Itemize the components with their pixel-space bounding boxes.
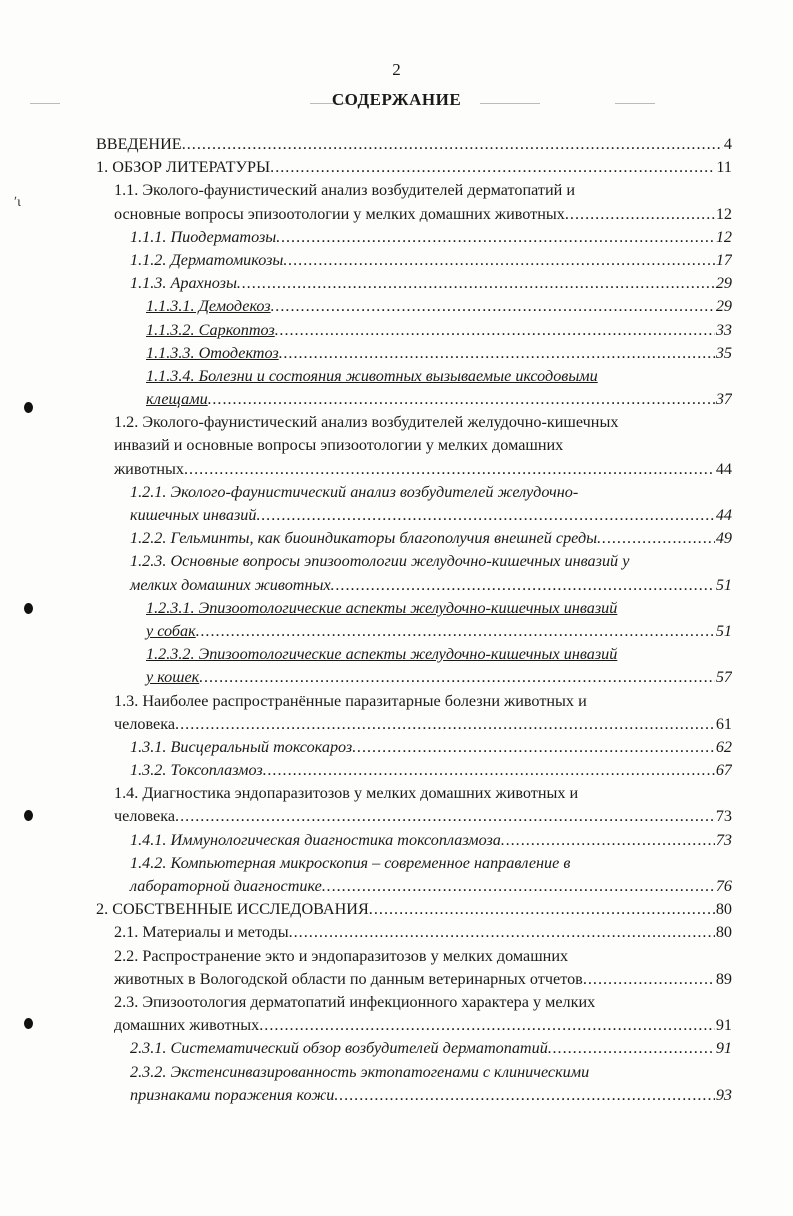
toc-entry-title: человека bbox=[114, 807, 176, 826]
toc-entry-title: 1.4.1. Иммунологическая диагностика токсоплазмоза bbox=[130, 830, 501, 849]
toc-entry bbox=[96, 413, 732, 483]
toc-entry-title: 1.1.3. Арахнозы bbox=[130, 274, 237, 293]
toc-page-number: 91 bbox=[715, 1039, 732, 1058]
toc-leader-dots bbox=[208, 390, 715, 409]
page-title: СОДЕРЖАНИЕ bbox=[331, 90, 462, 109]
toc-line bbox=[96, 297, 732, 320]
toc-leader-dots bbox=[322, 877, 715, 896]
toc-entry-title: 1.1.3.2. Саркоптоз bbox=[146, 320, 275, 339]
toc-entry-title: человека bbox=[114, 714, 176, 733]
toc-line bbox=[96, 181, 732, 204]
toc-leader-dots bbox=[331, 576, 715, 595]
toc-leader-dots bbox=[175, 807, 715, 826]
toc-entry bbox=[96, 947, 732, 993]
toc-leader-dots bbox=[289, 923, 715, 942]
toc-entry-title: 2.3. Эпизоотология дерматопатий инфекционного характера у мелких bbox=[114, 992, 596, 1011]
toc-leader-dots bbox=[334, 1086, 714, 1105]
toc-leader-dots bbox=[276, 228, 715, 247]
toc-line bbox=[96, 761, 732, 784]
toc-leader-dots bbox=[597, 529, 715, 548]
toc-leader-dots bbox=[369, 900, 715, 919]
toc-line bbox=[96, 970, 732, 993]
toc-leader-dots bbox=[271, 297, 715, 316]
toc-entry-title: ВВЕДЕНИЕ bbox=[96, 135, 182, 153]
toc-page-number: 12 bbox=[715, 204, 732, 223]
toc-page-number: 51 bbox=[715, 621, 732, 640]
page-number: 2 bbox=[392, 60, 401, 79]
toc-entry-title: 1.3.1. Висцеральный токсокароз bbox=[130, 737, 353, 756]
toc-line bbox=[96, 877, 732, 900]
toc-line bbox=[96, 738, 732, 761]
toc-line bbox=[96, 460, 732, 483]
toc-entry bbox=[96, 228, 732, 251]
toc-entry-title: 1.1.1. Пиодерматозы bbox=[130, 227, 277, 246]
toc-line bbox=[96, 1063, 732, 1086]
toc-line bbox=[96, 900, 732, 923]
toc-line bbox=[96, 599, 732, 622]
toc-line bbox=[96, 1039, 732, 1062]
toc-entry-title: животных в Вологодской области по данным ветеринарных отчетов bbox=[114, 969, 583, 988]
toc-line bbox=[96, 390, 732, 413]
toc-line bbox=[96, 715, 732, 738]
toc-leader-dots bbox=[196, 622, 715, 641]
toc-entry-title: 1.3.2. Токсоплазмоз bbox=[130, 761, 263, 780]
toc-line bbox=[96, 344, 732, 367]
toc-entry-title: клещами bbox=[146, 390, 208, 409]
toc-entry-title: 1.2.2. Гельминты, как биоиндикаторы благополучия внешней среды bbox=[130, 529, 598, 548]
toc-line bbox=[96, 784, 732, 807]
toc-entry bbox=[96, 158, 732, 181]
toc-leader-dots bbox=[263, 761, 715, 780]
toc-line bbox=[96, 506, 732, 529]
toc-page-number: 51 bbox=[715, 575, 732, 594]
toc-entry-title: домашних животных bbox=[114, 1016, 260, 1035]
toc-line bbox=[96, 205, 732, 228]
punch-hole-mark bbox=[24, 810, 33, 821]
toc-line bbox=[96, 807, 732, 830]
toc-entry-title: 1.2.3.2. Эпизоотологические аспекты желудочно-кишечных инвазий bbox=[146, 645, 618, 664]
toc-page-number: 44 bbox=[715, 506, 732, 524]
toc-entry-title: у собак bbox=[146, 621, 196, 640]
toc-leader-dots bbox=[259, 1016, 715, 1035]
toc-page-number: 73 bbox=[715, 830, 732, 849]
toc-line bbox=[96, 135, 732, 158]
toc-entry-title: мелких домашних животных bbox=[130, 575, 331, 594]
toc-page-number: 17 bbox=[715, 250, 732, 269]
toc-entry bbox=[96, 251, 732, 274]
toc-leader-dots bbox=[279, 344, 715, 363]
toc-entry bbox=[96, 297, 732, 320]
toc-entry bbox=[96, 993, 732, 1039]
toc-entry-title: лабораторной диагностике bbox=[130, 877, 322, 895]
toc-entry bbox=[96, 784, 732, 830]
toc-page-number: 93 bbox=[715, 1085, 732, 1104]
toc-entry bbox=[96, 854, 732, 900]
toc-line bbox=[96, 274, 732, 297]
toc-entry bbox=[96, 831, 732, 854]
toc-page-number: 91 bbox=[715, 1016, 732, 1035]
toc-page-number: 35 bbox=[715, 343, 732, 362]
toc-entry-title: у кошек bbox=[146, 668, 200, 687]
toc-page-number: 37 bbox=[715, 390, 732, 409]
toc-entry-title: 2.3.1. Систематический обзор возбудителей дерматопатий bbox=[130, 1039, 548, 1058]
toc-entry bbox=[96, 1063, 732, 1109]
toc-page-number: 61 bbox=[715, 714, 732, 733]
toc-page-number: 12 bbox=[715, 227, 732, 246]
toc-entry-title: 1.2.3. Основные вопросы эпизоотологии желудочно-кишечных инвазий у bbox=[130, 552, 630, 571]
toc-entry bbox=[96, 529, 732, 552]
toc-entry-title: признаками поражения кожи bbox=[130, 1085, 335, 1104]
toc-page-number: 89 bbox=[715, 969, 732, 988]
toc-leader-dots bbox=[501, 831, 715, 850]
toc-line bbox=[96, 645, 732, 668]
toc-entry-title: 1. ОБЗОР ЛИТЕРАТУРЫ bbox=[96, 158, 271, 177]
toc-line bbox=[96, 993, 732, 1016]
toc-entry bbox=[96, 552, 732, 598]
toc-leader-dots bbox=[175, 715, 715, 734]
toc-line bbox=[96, 854, 732, 877]
toc-entry bbox=[96, 135, 732, 158]
toc-line bbox=[96, 668, 732, 691]
toc-entry-title: кишечных инвазий bbox=[130, 506, 257, 524]
toc-leader-dots bbox=[182, 135, 723, 154]
toc-entry bbox=[96, 923, 732, 946]
toc-line bbox=[96, 367, 732, 390]
toc-entry bbox=[96, 181, 732, 227]
toc-leader-dots bbox=[283, 251, 714, 270]
toc-page-number: 80 bbox=[715, 900, 732, 919]
margin-mark: ʹɩ bbox=[14, 195, 21, 210]
toc-line bbox=[96, 923, 732, 946]
toc-line bbox=[96, 552, 732, 575]
toc-page-number: 33 bbox=[715, 320, 732, 339]
toc-line bbox=[96, 251, 732, 274]
toc-entry bbox=[96, 274, 732, 297]
toc-leader-dots bbox=[565, 205, 715, 224]
punch-hole-mark bbox=[24, 603, 33, 614]
toc-entry bbox=[96, 1039, 732, 1062]
toc-entry-title: основные вопросы эпизоотологии у мелких домашних животных bbox=[114, 204, 565, 223]
toc-entry-title: 1.1.3.1. Демодекоз bbox=[146, 297, 271, 316]
toc-leader-dots bbox=[548, 1039, 715, 1058]
toc-line bbox=[96, 483, 732, 506]
toc-line bbox=[96, 228, 732, 251]
toc-leader-dots bbox=[237, 274, 715, 293]
toc-entry-title: 1.1.3.3. Отодектоз bbox=[146, 343, 279, 362]
toc-entry bbox=[96, 483, 732, 529]
toc-line bbox=[96, 831, 732, 854]
toc-entry bbox=[96, 367, 732, 413]
toc-entry-title: 2.2. Распространение экто и эндопаразитозов у мелких домашних bbox=[114, 946, 569, 965]
toc-page-number: 11 bbox=[716, 158, 732, 177]
toc-entry bbox=[96, 645, 732, 691]
toc-entry-title: 1.3. Наиболее распространённые паразитарные болезни животных и bbox=[114, 691, 587, 710]
toc-page-number: 57 bbox=[715, 668, 732, 687]
toc-line bbox=[96, 1016, 732, 1039]
toc-entry-title: инвазий и основные вопросы эпизоотологии у мелких домашних bbox=[114, 436, 564, 455]
toc-leader-dots bbox=[352, 738, 715, 757]
toc-entry-title: 1.1. Эколого-фаунистический анализ возбудителей дерматопатий и bbox=[114, 181, 576, 200]
toc-entry-title: 1.4. Диагностика эндопаразитозов у мелких домашних животных и bbox=[114, 784, 579, 803]
toc-page-number: 29 bbox=[715, 297, 732, 316]
toc-entry-title: 2.3.2. Экстенсинвазированность эктопатогенами с клиническими bbox=[130, 1062, 590, 1081]
toc-line bbox=[96, 692, 732, 715]
toc-line bbox=[96, 1086, 732, 1109]
toc-page-number: 80 bbox=[715, 923, 732, 942]
toc-page-number: 4 bbox=[723, 135, 732, 153]
toc-entry bbox=[96, 761, 732, 784]
toc-entry-title: 1.4.2. Компьютерная микроскопия – современное направление в bbox=[130, 853, 571, 872]
toc-entry bbox=[96, 738, 732, 761]
toc-entry bbox=[96, 344, 732, 367]
toc-entry-title: 2. СОБСТВЕННЫЕ ИССЛЕДОВАНИЯ bbox=[96, 900, 369, 919]
toc-entry-title: 1.2.3.1. Эпизоотологические аспекты желудочно-кишечных инвазий bbox=[146, 598, 618, 617]
toc-page-number: 29 bbox=[715, 274, 732, 293]
toc-line bbox=[96, 576, 732, 599]
toc-entry bbox=[96, 321, 732, 344]
toc-line bbox=[96, 947, 732, 970]
toc-leader-dots bbox=[199, 668, 715, 687]
toc-line bbox=[96, 158, 732, 181]
toc-entry bbox=[96, 599, 732, 645]
toc-entry bbox=[96, 692, 732, 738]
toc-page-number: 76 bbox=[715, 877, 732, 895]
toc-entry-title: 1.2.1. Эколого-фаунистический анализ возбудителей желудочно- bbox=[130, 482, 579, 501]
toc-leader-dots bbox=[583, 970, 715, 989]
toc-entry-title: 1.1.3.4. Болезни и состояния животных вызываемые иксодовыми bbox=[146, 366, 598, 385]
toc-entry-title: 1.2. Эколого-фаунистический анализ возбудителей желудочно-кишечных bbox=[114, 413, 619, 432]
toc-leader-dots bbox=[275, 321, 715, 340]
toc-line bbox=[96, 529, 732, 552]
toc-entry bbox=[96, 900, 732, 923]
toc-line bbox=[96, 622, 732, 645]
toc-page-number: 44 bbox=[715, 459, 732, 478]
table-of-contents bbox=[96, 135, 732, 1109]
toc-line bbox=[96, 321, 732, 344]
toc-entry-title: 2.1. Материалы и методы bbox=[114, 923, 289, 942]
punch-hole-mark bbox=[24, 402, 33, 413]
toc-leader-dots bbox=[270, 158, 715, 177]
toc-leader-dots bbox=[184, 460, 715, 479]
toc-page-number: 49 bbox=[715, 529, 732, 548]
toc-entry-title: 1.1.2. Дерматомикозы bbox=[130, 250, 284, 269]
toc-entry-title: животных bbox=[114, 459, 184, 478]
toc-line bbox=[96, 436, 732, 459]
toc-line bbox=[96, 413, 732, 436]
toc-page-number: 73 bbox=[715, 807, 732, 826]
toc-leader-dots bbox=[256, 506, 714, 525]
punch-hole-mark bbox=[24, 1018, 33, 1029]
toc-page-number: 62 bbox=[715, 737, 732, 756]
toc-page-number: 67 bbox=[715, 761, 732, 780]
